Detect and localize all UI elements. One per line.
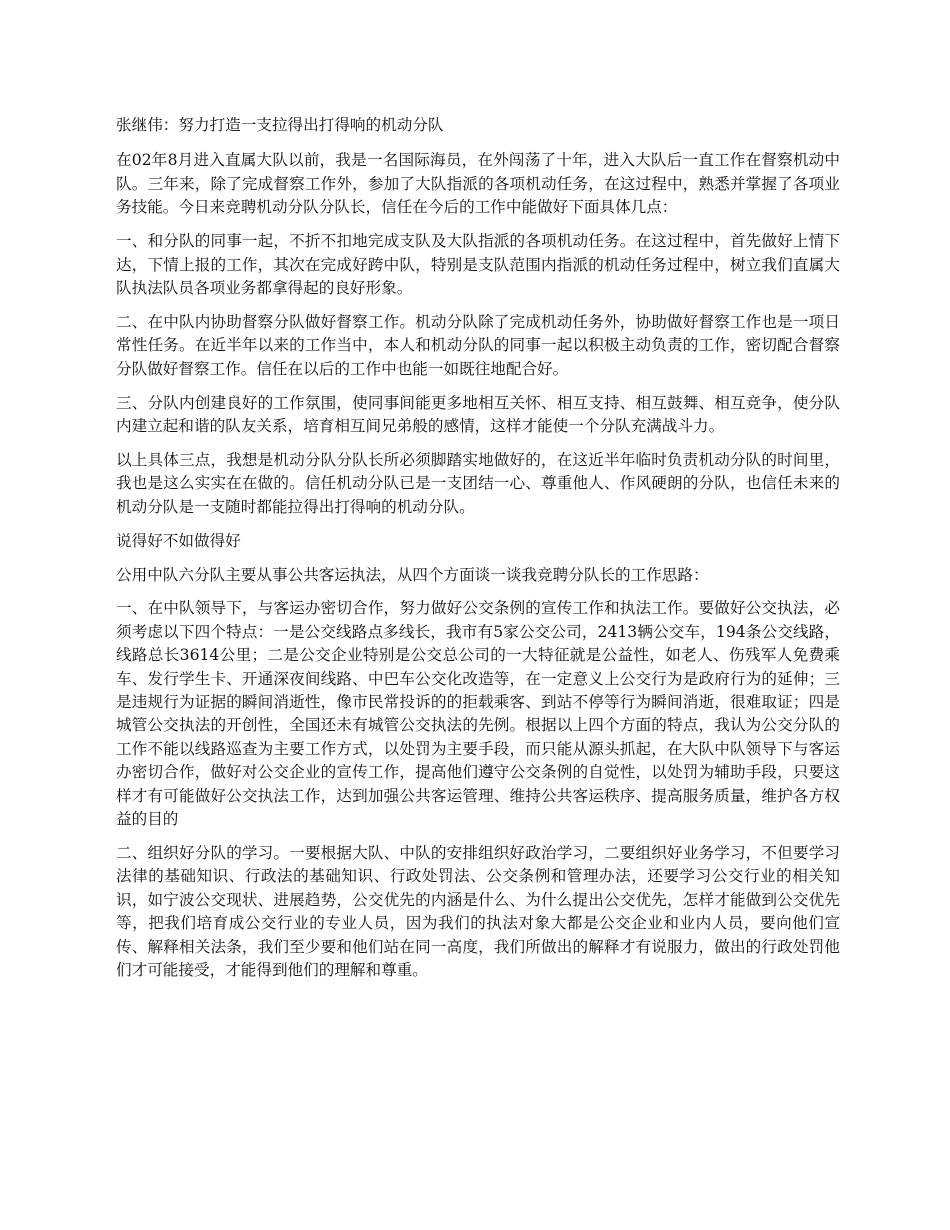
document-body — [116, 114, 840, 993]
document-title: 张继伟：努力打造一支拉得出打得响的机动分队 — [116, 116, 444, 134]
paragraph-section-point-2: 二、组织好分队的学习。一要根据大队、中队的安排组织好政治学习，二要组织好业务学习，不但要学习法律的基础知识、行政法的基础知识、行政处罚法、公交条例和管理办法，还要学习公交行业的相关知识，如宁波公交现状、进展趋势，公交优先的内涵是什么、为什么提出公交优先，怎样才能做到公交优先等，把我们培育成公交行业的专业人员，因为我们的执法对象大都是公交企业和业内人员，要向他们宣传、解释相关法条，我们至少要和他们站在同一高度，我们所做出的解释才有说服力，做出的行政处罚他们才可能接受，才能得到他们的理解和尊重。 — [116, 843, 840, 979]
paragraph-point-3: 三、分队内创建良好的工作氛围，使同事间能更多地相互关怀、相互支持、相互鼓舞、相互竞争，使分队内建立起和谐的队友关系，培育相互间兄弟般的感情，这样才能使一个分队充满战斗力。 — [116, 393, 840, 435]
paragraph-point-2: 二、在中队内协助督察分队做好督察工作。机动分队除了完成机动任务外，协助做好督察工作也是一项日常性任务。在近半年以来的工作当中，本人和机动分队的同事一起以积极主动负责的工作，密切配合督察分队做好督察工作。信任在以后的工作中也能一如既往地配合好。 — [116, 312, 840, 378]
section-heading: 说得好不如做得好 — [116, 531, 241, 550]
paragraph-section-point-1: 一、在中队领导下，与客运办密切合作，努力做好公交条例的宣传工作和执法工作。要做好公交执法，必须考虑以下四个特点：一是公交线路点多线长，我市有5家公交公司，2413辆公交车，194条公交线路，线路总长3614公里；二是公交企业特别是公交总公司的一大特征就是公益性，如老人、伤残军人免费乘车、发行学生卡、开通深夜间线路、中巴车公交化改造等，在一定意义上公交行为是政府行为的延伸；三是违规行为证据的瞬间消逝性，像市民常投诉的的拒载乘客、到站不停等行为瞬间消逝，很难取证；四是城管公交执法的开创性，全国还未有城管公交执法的先例。根据以上四个方面的特点，我认为公交分队的工作不能以线路巡查为主要工作方式，以处罚为主要手段，而只能从源头抓起，在大队中队领导下与客运办密切合作，做好对公交企业的宣传工作，提高他们遵守公交条例的自觉性，以处罚为辅助手段，只要这样才有可能做好公交执法工作，达到加强公共客运管理、维持公共客运秩序、提高服务质量，维护各方权益的目的 — [116, 599, 840, 829]
paragraph-conclusion: 以上具体三点，我想是机动分队分队长所必须脚踏实地做好的，在这近半年临时负责机动分队的时间里，我也是这么实实在在做的。信任机动分队已是一支团结一心、尊重他人、作风硬朗的分队，也信任未来的机动分队是一支随时都能拉得出打得响的机动分队。 — [116, 450, 840, 516]
paragraph-intro: 在02年8月进入直属大队以前，我是一名国际海员，在外闯荡了十年，进入大队后一直工作在督察机动中队。三年来，除了完成督察工作外，参加了大队指派的各项机动任务，在这过程中，熟悉并掌握了各项业务技能。今日来竞聘机动分队分队长，信任在今后的工作中能做好下面具体几点： — [116, 151, 840, 217]
paragraph-section-intro: 公用中队六分队主要从事公共客运执法，从四个方面谈一谈我竞聘分队长的工作思路： — [116, 565, 709, 584]
paragraph-point-1: 一、和分队的同事一起，不折不扣地完成支队及大队指派的各项机动任务。在这过程中，首先做好上情下达，下情上报的工作，其次在完成好跨中队，特别是支队范围内指派的机动任务过程中，树立我们直属大队执法队员各项业务都拿得起的良好形象。 — [116, 232, 840, 297]
